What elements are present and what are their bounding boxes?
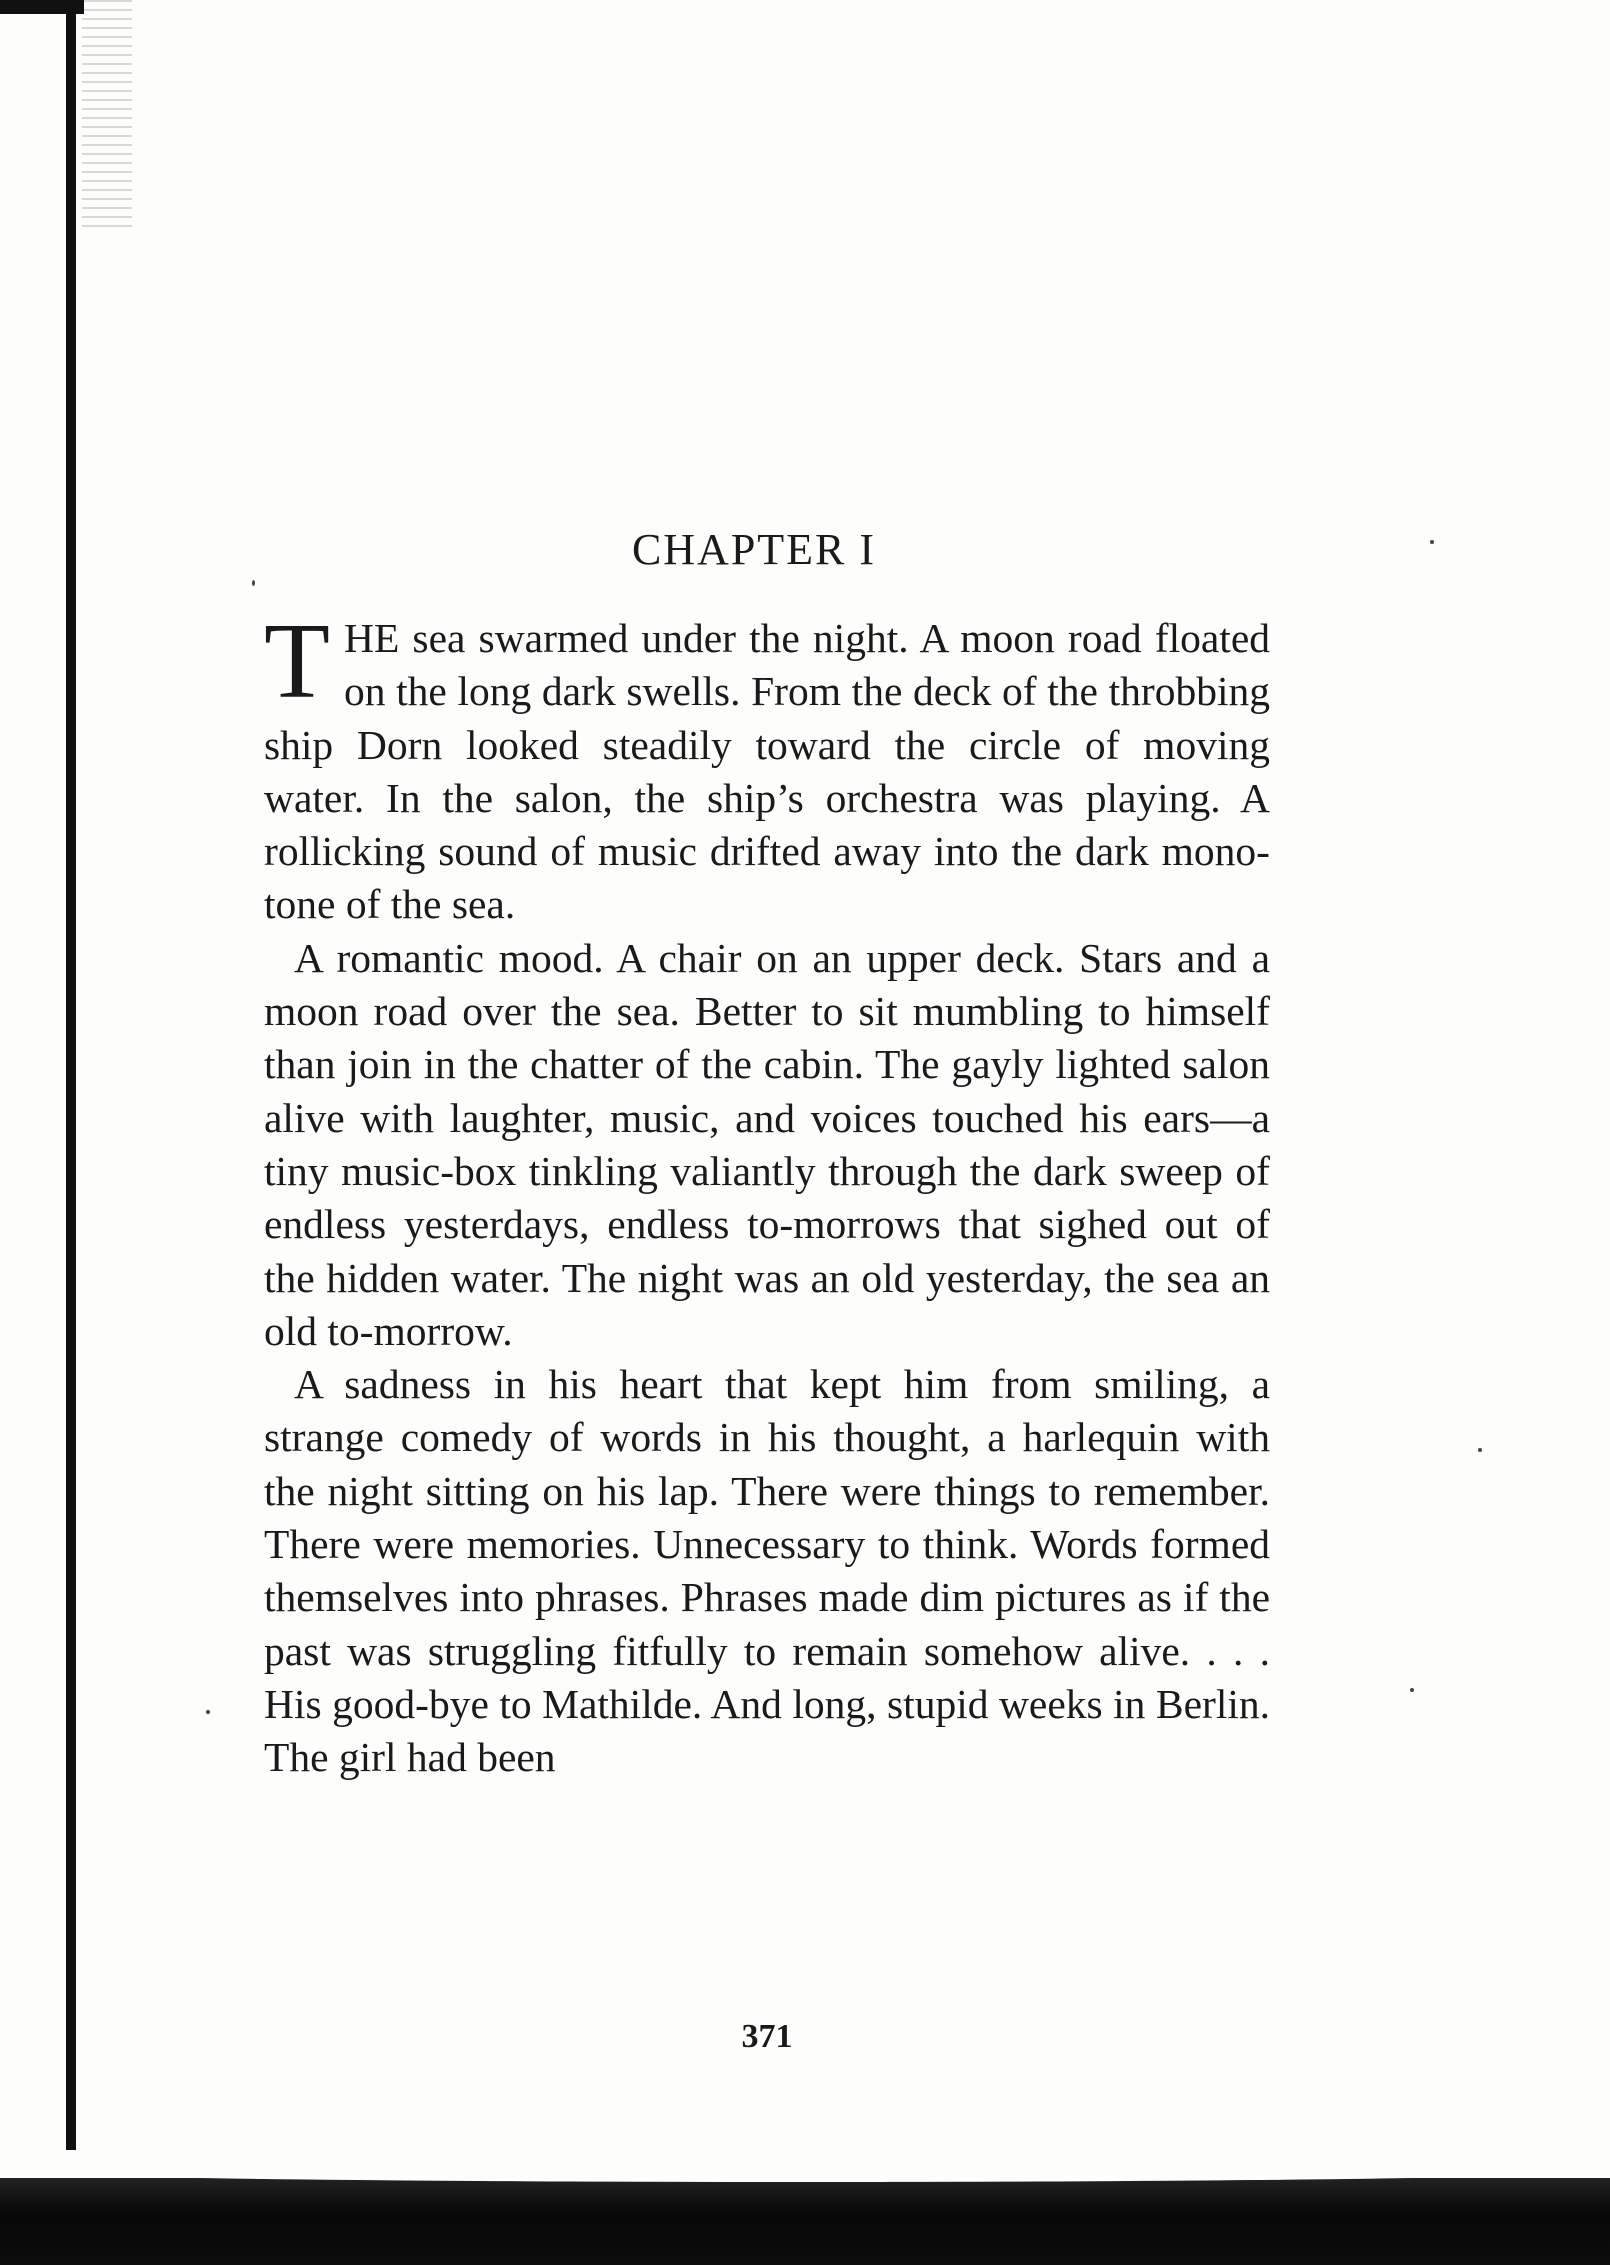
paragraph-first-text: HE sea swarmed under the night. A moon road floated on the long dark swells. From the deck of the throbbing ship Dorn looked steadily toward the circle of moving water. In the salon, the ship’s orchestra was playing. A rollicking sound of music drifted away into the dark monotone of the sea. bbox=[264, 615, 1270, 928]
page-number: 371 bbox=[741, 2018, 793, 2055]
chapter-title: CHAPTER I bbox=[631, 525, 877, 574]
paragraph-second: A romantic mood. A chair on an upper deck. Stars and a moon road over the sea. Better to sit mumbling to himself than join in the chatter of the cabin. The gayly lighted salon alive with laughter, music, and voices touched his ears—a tiny music-box tinkling valiantly through the dark sweep of endless yesterdays, endless to-morrows that sighed out of the hidden water. The night was an old yesterday, the sea an old to-morrow. bbox=[264, 934, 1270, 1354]
paragraph-third: A sadness in his heart that kept him from smiling, a strange comedy of words in his thought, a harlequin with the night sitting on his lap. There were things to remember. There were memories. Unnecessary to think. Words formed themselves into phrases. Phrases made dim pictures as if the past was struggling fitfully to remain somehow alive. . . . His good-bye to Mathilde. And long, stupid weeks in Berlin. The girl had been bbox=[264, 1361, 1270, 1781]
chapter-body bbox=[264, 602, 1270, 1785]
drop-cap: T bbox=[264, 602, 330, 721]
scan-speck bbox=[1430, 540, 1434, 544]
scan-speck bbox=[1410, 1688, 1414, 1692]
scan-speckle bbox=[82, 0, 132, 230]
scan-bottom-edge bbox=[0, 2178, 1610, 2265]
scan-binding-edge bbox=[66, 0, 76, 2150]
paragraph-first bbox=[264, 602, 1270, 932]
scan-speck bbox=[206, 1710, 210, 1714]
scan-speck bbox=[252, 580, 255, 586]
scan-speck bbox=[1478, 1448, 1482, 1452]
